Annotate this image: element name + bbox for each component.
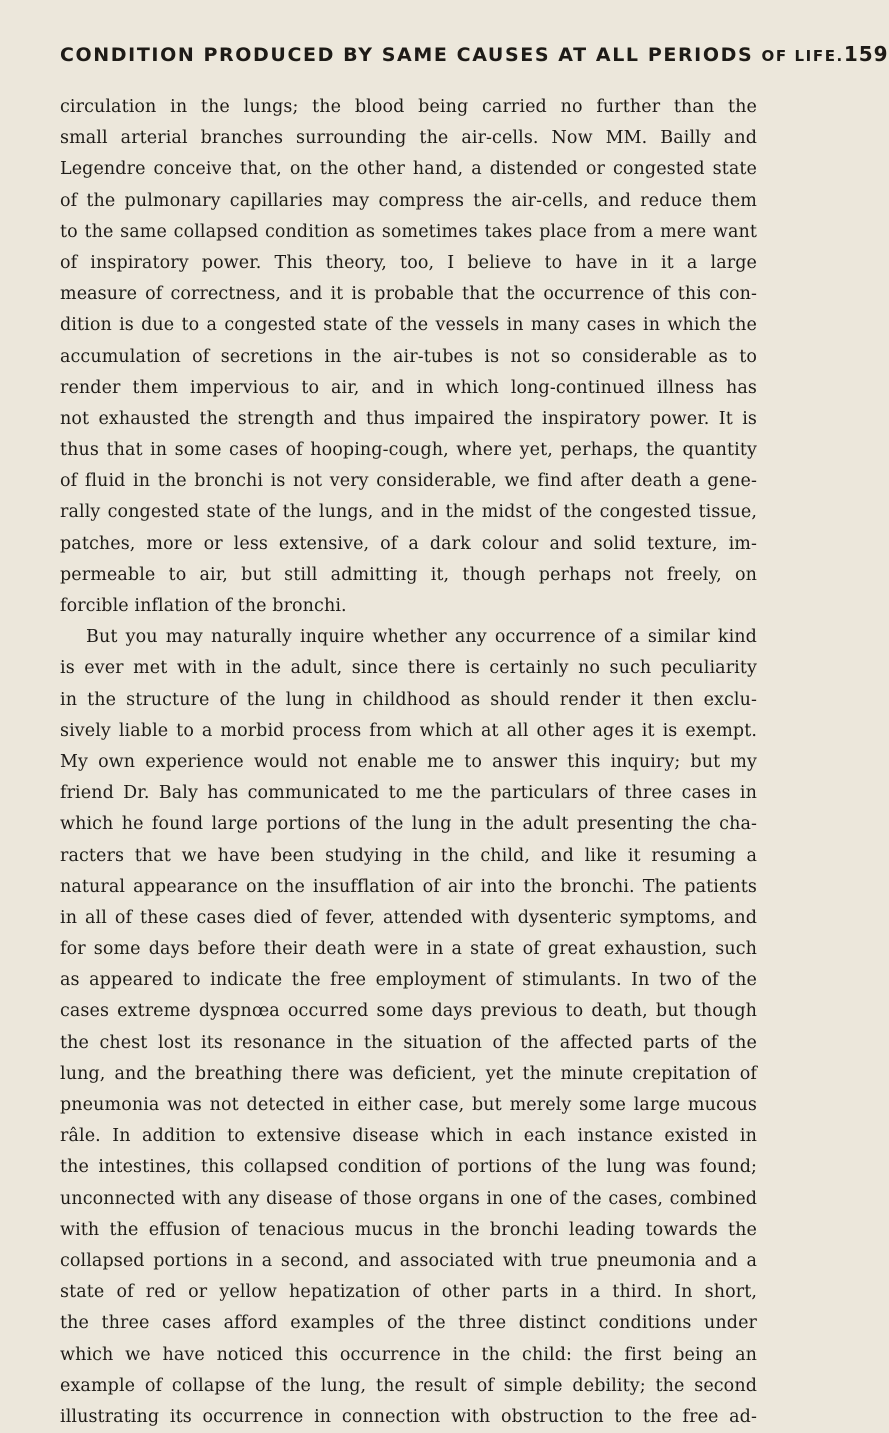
text-line: Legendre conceive that, on the other hand, a distended or congested state (60, 159, 757, 180)
text-line: lung, and the breathing there was deficient, yet the minute crepitation of (60, 1063, 757, 1084)
text-line: patches, more or less extensive, of a dark colour and solid texture, im- (60, 533, 757, 554)
text-line: collapsed portions in a second, and associated with true pneumonia and a (60, 1250, 757, 1271)
text-line: with the effusion of tenacious mucus in the bronchi leading towards the (60, 1219, 757, 1240)
text-line: My own experience would not enable me to answer this inquiry; but my (60, 751, 757, 772)
text-line: rally congested state of the lungs, and in the midst of the congested tissue, (60, 502, 757, 523)
text-line: râle. In addition to extensive disease which in each instance existed in (60, 1126, 757, 1147)
text-line: unconnected with any disease of those organs in one of the cases, combined (60, 1188, 757, 1209)
text-line: the chest lost its resonance in the situation of the affected parts of the (60, 1032, 757, 1053)
paragraph-first-line: But you may naturally inquire whether any occurrence of a similar kind (86, 627, 757, 648)
text-line: the three cases afford examples of the three distinct conditions under (60, 1313, 757, 1334)
text-line: the intestines, this collapsed condition of portions of the lung was found; (60, 1157, 757, 1178)
text-line: is ever met with in the adult, since there is certainly no such peculiarity (60, 658, 757, 679)
text-line: render them impervious to air, and in which long-continued illness has (60, 377, 757, 398)
text-line: pneumonia was not detected in either case, but merely some large mucous (60, 1095, 757, 1115)
text-line: which we have noticed this occurrence in the child: the first being an (60, 1344, 757, 1365)
running-title (60, 44, 844, 66)
text-line: friend Dr. Baly has communicated to me the particulars of three cases in (60, 783, 757, 804)
running-title-end: OF LIFE. (761, 47, 844, 65)
text-line: in the structure of the lung in childhood as should render it then exclu- (60, 689, 757, 710)
text-line: sively liable to a morbid process from which at all other ages it is exempt. (60, 720, 757, 741)
text-line: in all of these cases died of fever, attended with dysenteric symptoms, and (60, 907, 757, 928)
text-line: circulation in the lungs; the blood being carried no further than the (60, 97, 757, 117)
text-line: of inspiratory power. This theory, too, I believe to have in it a large (60, 252, 757, 273)
text-line: racters that we have been studying in the child, and like it resuming a (60, 845, 757, 866)
running-title-main: CONDITION PRODUCED BY SAME CAUSES AT ALL PERIODS (60, 44, 754, 66)
text-line: to the same collapsed condition as sometimes takes place from a mere want (60, 221, 757, 242)
page-number: 159 (843, 42, 889, 66)
text-line: for some days before their death were in a state of great exhaustion, such (60, 939, 757, 960)
text-line: state of red or yellow hepatization of other parts in a third. In short, (60, 1282, 757, 1303)
text-line: permeable to air, but still admitting it, though perhaps not freely, on (60, 564, 757, 585)
text-line: measure of correctness, and it is probable that the occurrence of this con- (60, 284, 757, 305)
text-line: thus that in some cases of hooping-cough, where yet, perhaps, the quantity (60, 440, 757, 461)
text-line: of the pulmonary capillaries may compress the air-cells, and reduce them (60, 190, 757, 211)
text-line: accumulation of secretions in the air-tubes is not so considerable as to (60, 346, 757, 367)
body-text (60, 92, 757, 1433)
text-line: as appeared to indicate the free employment of stimulants. In two of the (60, 970, 757, 991)
text-line: illustrating its occurrence in connection with obstruction to the free ad- (60, 1406, 757, 1427)
paragraph-end-line: forcible inflation of the bronchi. (60, 596, 347, 616)
text-line: small arterial branches surrounding the air-cells. Now MM. Bailly and (60, 128, 757, 149)
text-line: cases extreme dyspnœa occurred some days previous to death, but though (60, 1001, 757, 1022)
text-line: natural appearance on the insufflation of air into the bronchi. The patients (60, 876, 757, 897)
text-line: which he found large portions of the lung in the adult presenting the cha- (60, 814, 757, 835)
text-line: not exhausted the strength and thus impaired the inspiratory power. It is (60, 408, 757, 429)
text-line: example of collapse of the lung, the result of simple debility; the second (60, 1375, 757, 1396)
running-head (60, 42, 889, 86)
text-line: dition is due to a congested state of the vessels in many cases in which the (60, 315, 757, 336)
text-line: of fluid in the bronchi is not very considerable, we find after death a gene- (60, 471, 757, 492)
